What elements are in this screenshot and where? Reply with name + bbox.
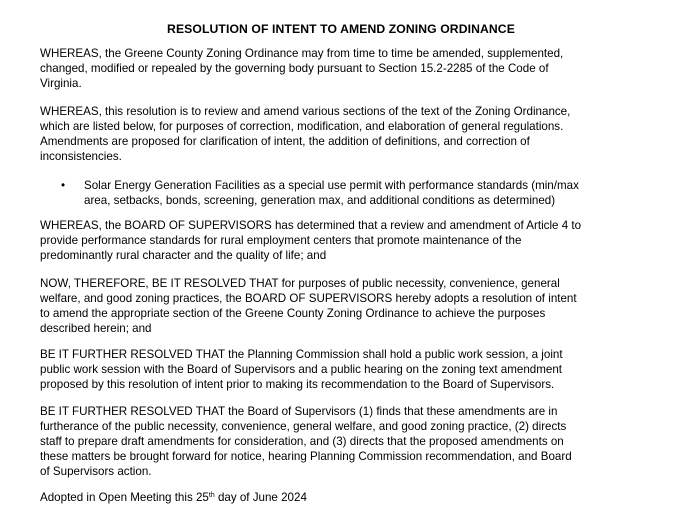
text-line: area, setbacks, bonds, screening, generation max, and additional conditions as determined) bbox=[84, 194, 556, 207]
text-line: BE IT FURTHER RESOLVED THAT the Planning Commission shall hold a public work session, a joint bbox=[40, 348, 563, 361]
text-line: predominantly rural character and the quality of life; and bbox=[40, 249, 327, 262]
text-line: Solar Energy Generation Facilities as a special use permit with performance standards (min/max bbox=[84, 179, 579, 192]
text-line: NOW, THEREFORE, BE IT RESOLVED THAT for purposes of public necessity, convenience, general bbox=[40, 277, 560, 290]
text-line: changed, modified or repealed by the governing body pursuant to Section 15.2-2285 of the Code of bbox=[40, 62, 549, 75]
text-line: these matters be brought forward for notice, hearing Planning Commission recommendation, and Board bbox=[40, 450, 572, 463]
whereas-paragraph-3 bbox=[40, 218, 650, 263]
text-line: WHEREAS, the Greene County Zoning Ordinance may from time to time be amended, supplemented, bbox=[40, 47, 564, 60]
whereas-paragraph-1 bbox=[40, 46, 650, 91]
text-line: provide performance standards for rural employment centers that promote maintenance of the bbox=[40, 234, 522, 247]
text-line: WHEREAS, this resolution is to review and amend various sections of the text of the Zoning Ordinance, bbox=[40, 105, 571, 118]
text-line: described herein; and bbox=[40, 322, 152, 335]
whereas-paragraph-2 bbox=[40, 104, 650, 164]
text-line: BE IT FURTHER RESOLVED THAT the Board of Supervisors (1) finds that these amendments are in bbox=[40, 405, 558, 418]
further-resolved-paragraph-2 bbox=[40, 404, 650, 479]
text-line: Amendments are proposed for clarification of intent, the addition of definitions, and correction of bbox=[40, 135, 530, 148]
text-line: which are listed below, for purposes of correction, modification, and elaboration of general regulations. bbox=[40, 120, 564, 133]
adopted-rest: day of June 2024 bbox=[214, 491, 307, 504]
resolved-paragraph bbox=[40, 276, 650, 336]
bullet-icon: • bbox=[61, 179, 66, 192]
text-line: to amend the appropriate section of the Greene County Zoning Ordinance to achieve the purposes bbox=[40, 307, 546, 320]
further-resolved-paragraph-1 bbox=[40, 347, 650, 392]
text-line: public work session with the Board of Supervisors and a public hearing on the zoning text amendment bbox=[40, 363, 563, 376]
text-line: staff to prepare draft amendments for consideration, and (3) directs that the proposed amendments on bbox=[40, 435, 564, 448]
bullet-item-solar bbox=[61, 178, 644, 208]
text-line: inconsistencies. bbox=[40, 150, 122, 163]
document-title: RESOLUTION OF INTENT TO AMEND ZONING ORDINANCE bbox=[167, 22, 515, 36]
text-line: Virginia. bbox=[40, 77, 82, 90]
ordinal-suffix: th bbox=[208, 492, 215, 499]
text-line: proposed by this resolution of intent prior to making its recommendation to the Board of Supervisors. bbox=[40, 378, 555, 391]
adopted-prefix: Adopted in Open Meeting this 25 bbox=[40, 491, 209, 504]
text-line: of Supervisors action. bbox=[40, 465, 152, 478]
text-line: furtherance of the public necessity, convenience, general welfare, and good zoning practice, (2) directs bbox=[40, 420, 567, 433]
text-line: welfare, and good zoning practices, the BOARD OF SUPERVISORS hereby adopts a resolution of intent bbox=[40, 292, 577, 305]
text-line: WHEREAS, the BOARD OF SUPERVISORS has determined that a review and amendment of Article 4 to bbox=[40, 219, 582, 232]
